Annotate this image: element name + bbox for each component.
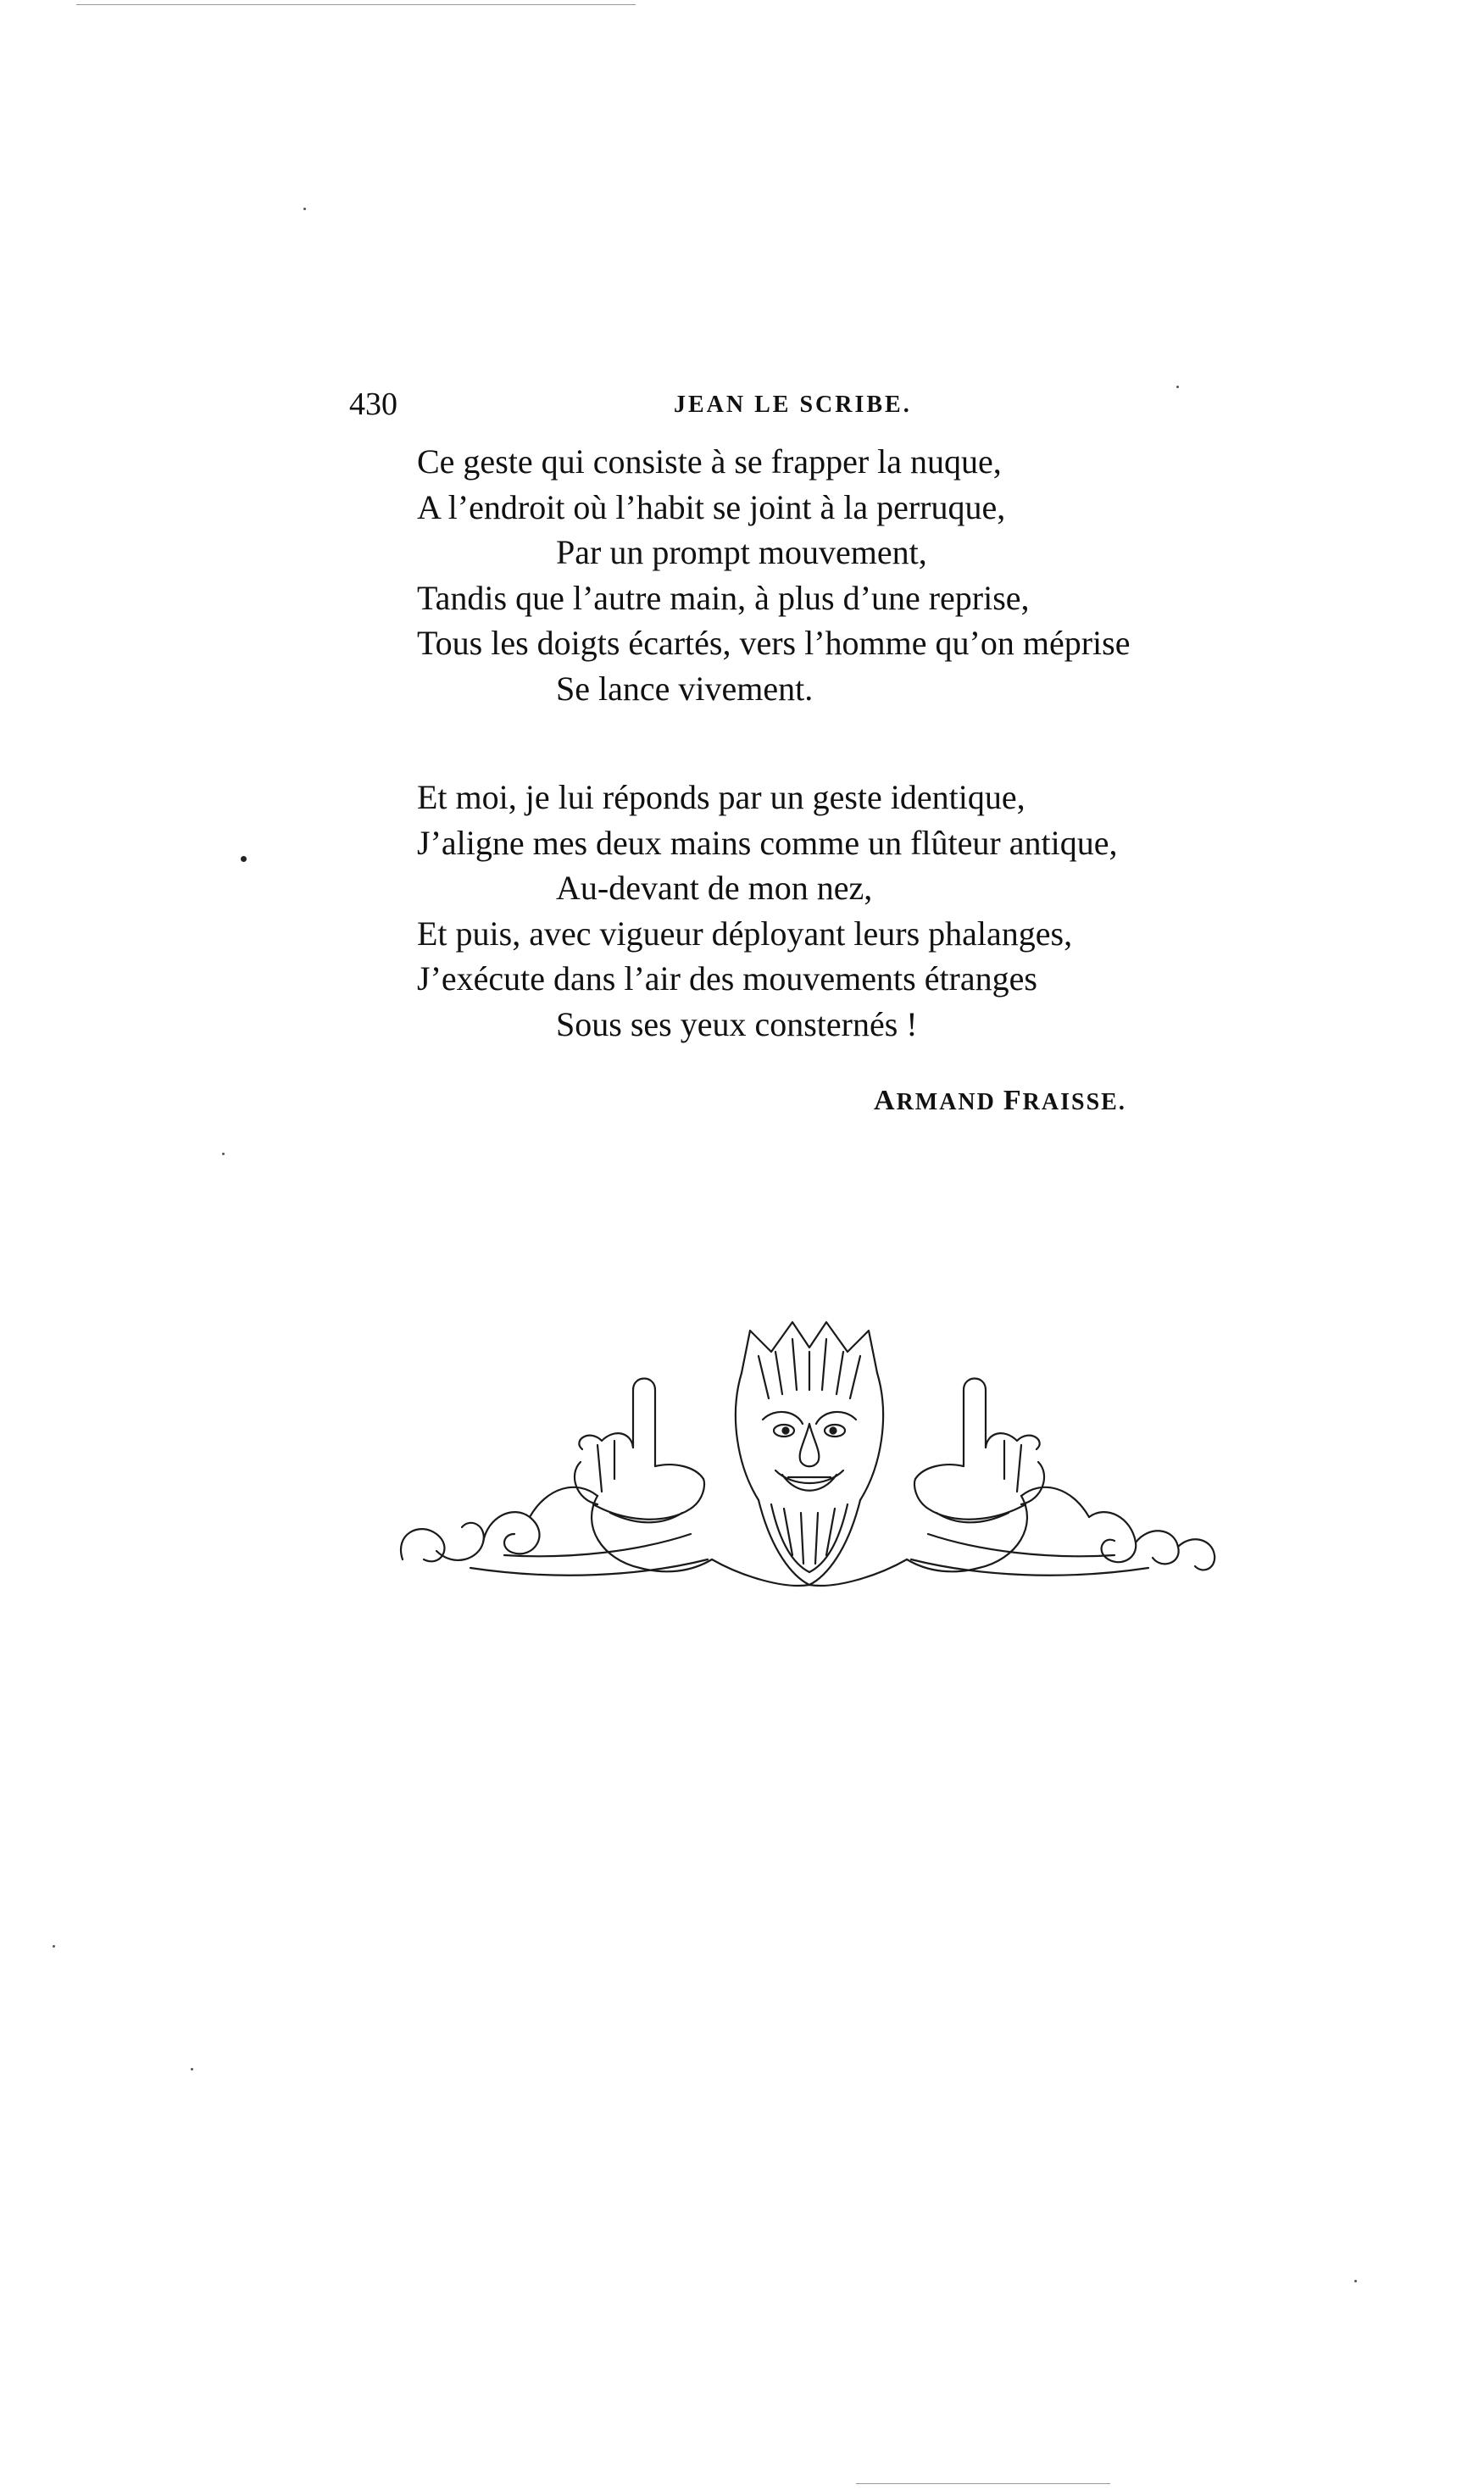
signature-initial: F <box>1003 1085 1023 1116</box>
verse-line: Par un prompt mouvement, <box>556 533 927 571</box>
verse-line: Tous les doigts écartés, vers l’homme qu’on méprise <box>417 624 1131 662</box>
verse-line: A l’endroit où l’habit se joint à la perruque, <box>417 487 1006 526</box>
verse-line: Se lance vivement. <box>556 669 814 708</box>
verse-line: Au-devant de mon nez, <box>556 869 873 907</box>
scan-speck <box>222 1153 225 1155</box>
stanza-2 <box>417 775 1117 1047</box>
verse-line: J’aligne mes deux mains comme un flûteur antique, <box>417 823 1118 862</box>
scan-speck <box>303 208 306 210</box>
stanza-1 <box>417 439 1130 711</box>
verse-line: J’exécute dans l’air des mouvements étranges <box>417 959 1037 998</box>
scan-edge-mark <box>76 4 636 5</box>
scan-speck <box>1354 2280 1357 2282</box>
verse-line: Et puis, avec vigueur déployant leurs phalanges, <box>417 914 1073 953</box>
verse-line: Sous ses yeux consternés ! <box>556 1004 918 1043</box>
scan-speck <box>1176 386 1179 388</box>
scan-edge-mark <box>856 2483 1110 2484</box>
verse-line: Ce geste qui consiste à se frapper la nuque, <box>417 442 1002 481</box>
verse-line: Tandis que l’autre main, à plus d’une reprise, <box>417 578 1030 617</box>
scan-speck <box>53 1945 55 1948</box>
author-signature <box>874 1085 1126 1117</box>
signature-initial: A <box>874 1085 897 1116</box>
running-title: JEAN LE SCRIBE. <box>674 392 912 418</box>
page-number: 430 <box>349 386 397 422</box>
scan-speck <box>241 856 247 862</box>
grotesque-mask-vignette-icon <box>386 1305 1233 1627</box>
verse-line: Et moi, je lui réponds par un geste identique, <box>417 778 1025 816</box>
scan-speck <box>191 2068 193 2070</box>
signature-text: RMAND <box>896 1089 996 1115</box>
signature-text: RAISSE. <box>1022 1089 1126 1115</box>
